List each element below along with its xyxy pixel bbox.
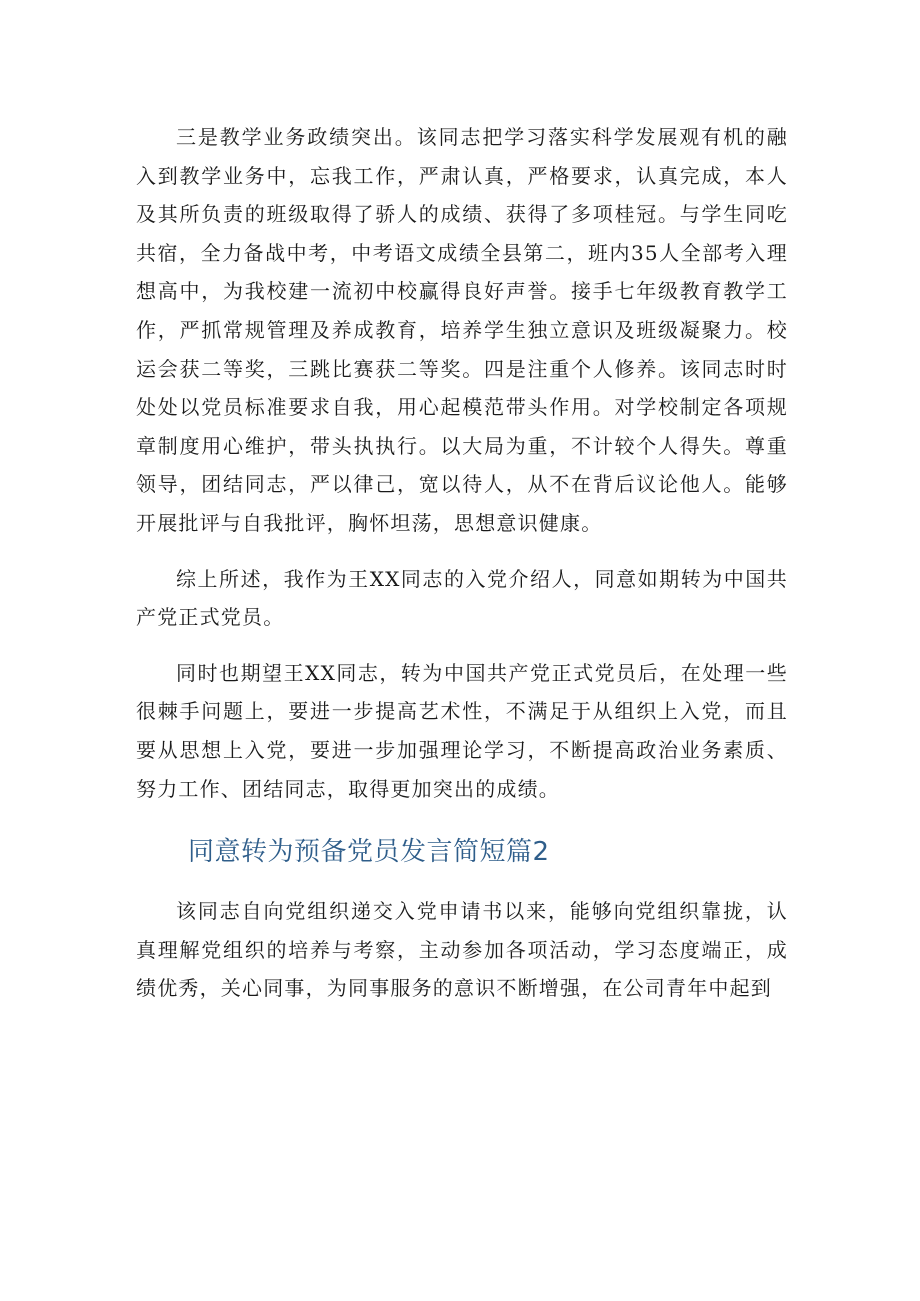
body-paragraph-2: 综上所述，我作为王XX同志的入党介绍人，同意如期转为中国共产党正式党员。 [136,566,788,630]
body-paragraph-1: 三是教学业务政绩突出。该同志把学习落实科学发展观有机的融入到教学业务中，忘我工作，严肃认真，严格要求，认真完成，本人及其所负责的班级取得了骄人的成绩、获得了多项桂冠。与学生同吃共宿，全力备战中考，中考语文成绩全县第二，班内35人全部考入理想高中，为我校建一流初中校赢得良好声誉。接手七年级教育教学工作，严抓常规管理及养成教育，培养学生独立意识及班级凝聚力。校运会获二等奖，三跳比赛获二等奖。四是注重个人修养。该同志时时处处以党员标准要求自我，用心起模范带头作用。对学校制定各项规章制度用心维护，带头执执行。以大局为重，不计较个人得失。尊重领导，团结同志，严以律己，宽以待人，从不在背后议论他人。能够开展批评与自我批评，胸怀坦荡，思想意识健康。 [136,125,788,535]
body-paragraph-4: 该同志自向党组织递交入党申请书以来，能够向党组织靠拢，认真理解党组织的培养与考察，主动参加各项活动，学习态度端正，成绩优秀，关心同事，为同事服务的意识不断增强，在公司青年中起到 [136,899,788,1001]
body-paragraph-3: 同时也期望王XX同志，转为中国共产党正式党员后，在处理一些很棘手问题上，要进一步提高艺术性，不满足于从组织上入党，而且要从思想上入党，要进一步加强理论学习，不断提高政治业务素质、努力工作、团结同志，取得更加突出的成绩。 [136,660,788,801]
section-heading: 同意转为预备党员发言简短篇2 [188,837,550,868]
